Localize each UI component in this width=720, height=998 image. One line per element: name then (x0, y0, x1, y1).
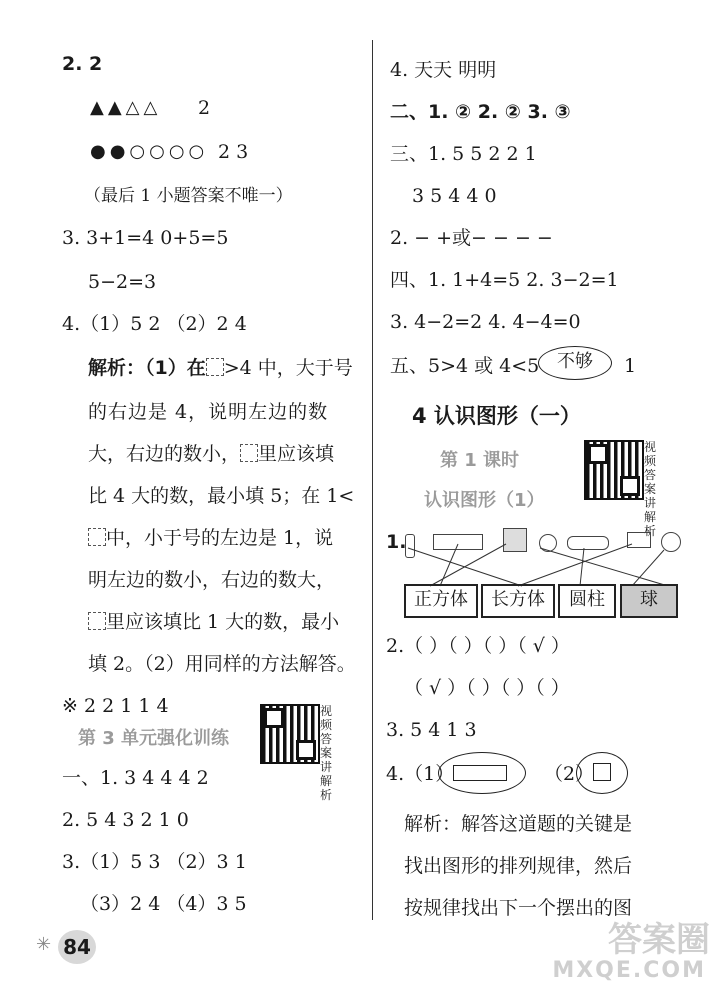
label-cube: 正方体 (404, 584, 478, 618)
blank-box-icon (206, 358, 224, 376)
column-divider (372, 40, 373, 920)
answer-3: 3. 3+1=4 0+5=5 (62, 227, 229, 249)
analysis-line-5: 中，小于号的左边是 1，说 (88, 526, 333, 550)
note-not-unique: （最后 1 小题答案不唯一） (84, 186, 293, 206)
blank-box-icon (88, 612, 106, 630)
bonus-answers: ※ 2 2 1 1 4 (62, 695, 169, 717)
circle-shapes: ●●○○○○ (90, 141, 209, 162)
analysis-line-8: 填 2。（2）用同样的方法解答。 (88, 653, 356, 675)
question-4-part2-label: （2） (544, 763, 595, 785)
triangle-count: 2 (198, 97, 211, 119)
unit-review-title: 第 3 单元强化训练 (78, 728, 230, 749)
section-3-signs: 2. − +或− − − − (390, 227, 553, 249)
section-2-answers: 二、1. ② 2. ② 3. ③ (390, 101, 571, 123)
chapter-title: 4 认识图形（一） (412, 404, 581, 428)
watermark-url: MXQE.COM (552, 958, 706, 983)
not-enough-oval: 不够 (538, 346, 612, 380)
qr-video-label: 视频答案讲解析 (644, 440, 657, 538)
q4-analysis-line-1: 解析：解答这道题的关键是 (404, 813, 633, 835)
q4-analysis-line-3: 按规律找出下一个摆出的图 (404, 897, 633, 919)
question-3-answers: 3. 5 4 1 3 (386, 719, 477, 741)
section-5-number: 1 (624, 355, 637, 377)
analysis-line-2: 的右边是 4，说明左边的数 (88, 401, 329, 423)
question-2-answers-line2: （ √ ）（ ）（ ）（ ） (404, 677, 570, 699)
review-answer-3: 3.（1）5 3 （2）3 1 (62, 851, 247, 873)
cuboid-oval-answer (438, 752, 526, 794)
blank-box-icon (240, 444, 258, 462)
review-answer-1: 一、1. 3 4 4 4 2 (62, 767, 209, 789)
page-number: 84 (58, 930, 96, 964)
qr-video-label: 视频答案讲解析 (320, 704, 333, 802)
label-cuboid: 长方体 (481, 584, 555, 618)
star-icon: ✳ (36, 934, 52, 955)
triangle-shapes: ▲▲△△ (90, 97, 162, 118)
label-sphere: 球 (620, 584, 678, 618)
qr-code-icon[interactable] (260, 704, 320, 764)
q4-analysis-line-2: 找出图形的排列规律，然后 (404, 855, 633, 877)
analysis-line-7: 里应该填比 1 大的数，最小 (88, 610, 339, 634)
review-answer-2: 2. 5 4 3 2 1 0 (62, 809, 189, 831)
question-4-part1-label: 4.（1） (386, 763, 455, 785)
answer-4-names: 4. 天天 明明 (390, 59, 497, 81)
review-answer-3-part2: （3）2 4 （4）3 5 (80, 893, 247, 915)
cuboid-icon (453, 765, 507, 781)
analysis-line-4: 比 4 大的数，最小填 5；在 1< (88, 485, 355, 507)
matching-lines (400, 540, 690, 590)
watermark-logo: 答案圈 (608, 920, 710, 960)
cube-oval-answer (576, 752, 628, 794)
blank-box-icon (88, 528, 106, 546)
analysis-line-3: 大，右边的数小， 里应该填 (88, 443, 335, 465)
question-1-label: 1. (386, 531, 407, 553)
analysis-line-6: 明左边的数小，右边的数大， (88, 569, 336, 591)
answer-2: 2. 2 (62, 53, 103, 75)
section-3-answers: 三、1. 5 5 2 2 1 (390, 143, 537, 165)
answer-3-line2: 5−2=3 (88, 271, 157, 293)
lesson-number: 第 1 课时 (440, 450, 520, 471)
qr-code-icon[interactable] (584, 440, 644, 500)
section-3-answers-line2: 3 5 4 4 0 (412, 185, 497, 207)
lesson-title: 认识图形（1） (424, 490, 545, 511)
answer-4: 4.（1）5 2 （2）2 4 (62, 313, 247, 335)
section-4-answers: 四、1. 1+4=5 2. 3−2=1 (390, 269, 619, 291)
small-cube-icon (593, 763, 611, 781)
analysis-line-1: 解析：（1）在 >4 中，大于号 (88, 357, 353, 379)
section-4-answers-line2: 3. 4−2=2 4. 4−4=0 (390, 311, 581, 333)
section-5-answer: 五、5>4 或 4<5 (390, 355, 540, 377)
label-cylinder: 圆柱 (558, 584, 616, 618)
circle-counts: 2 3 (218, 141, 249, 163)
question-2-answers: 2.（ ）（ ）（ ）（ √ ） (386, 635, 570, 657)
